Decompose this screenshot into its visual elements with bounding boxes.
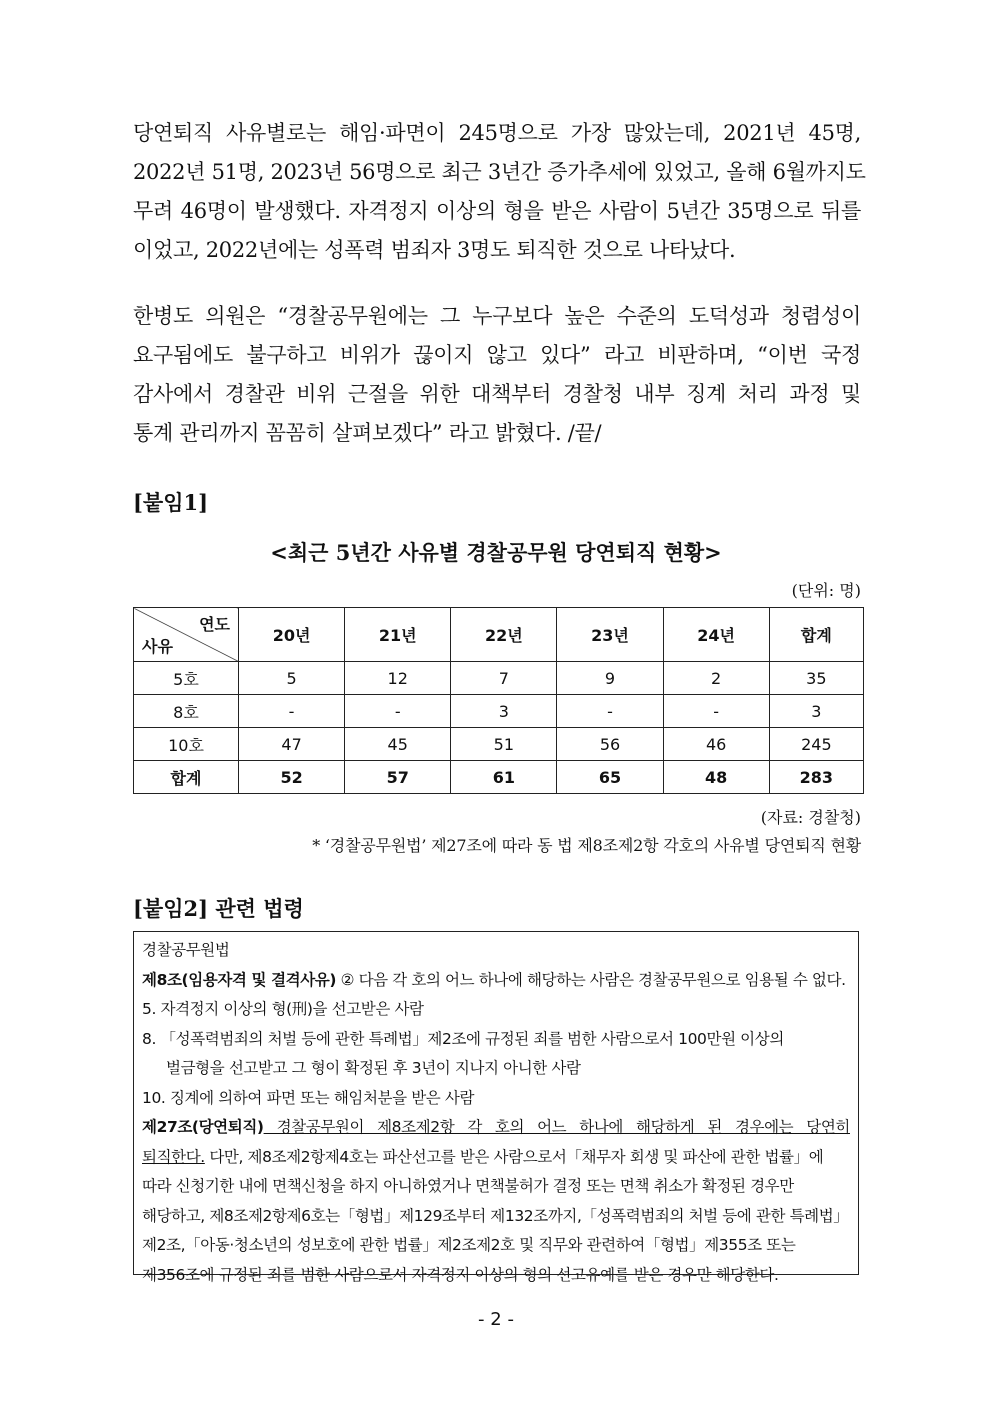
article27-line: 제356조에 규정된 죄를 범한 사람으로서 자격정지 이상의 형의 선고유예를 받은 경우만 해당한다. [142, 1265, 779, 1284]
table-cell: 12 [345, 662, 451, 695]
article8-title: 제8조(임용자격 및 결격사유) [142, 970, 337, 989]
table-cell: 52 [239, 761, 345, 794]
table-row [134, 662, 864, 695]
table-cell: 46 [663, 728, 769, 761]
article27-underlined-text: 경찰공무원이 제8조제2항 각 호의 어느 하나에 해당하게 된 경우에는 당연히 [263, 1118, 850, 1136]
column-header: 20년 [239, 608, 345, 662]
article27-text: 다만, 제8조제2항제4호는 파산선고를 받은 사람으로서「채무자 회생 및 파산에 관한 법률」에 [204, 1147, 824, 1166]
column-header: 24년 [663, 608, 769, 662]
table-cell: 51 [451, 728, 557, 761]
table-cell: 61 [451, 761, 557, 794]
table-cell: 283 [769, 761, 863, 794]
table-cell: 48 [663, 761, 769, 794]
article27-line [142, 1143, 850, 1173]
table-unit: (단위: 명) [791, 581, 861, 600]
table-cell: - [239, 695, 345, 728]
text-line: 감사에서 경찰관 비위 근절을 위한 대책부터 경찰청 내부 징계 처리 과정 및 [133, 382, 861, 406]
text-line: 무려 46명이 발생했다. 자격정지 이상의 형을 받은 사람이 5년간 35명으로 뒤를 [133, 199, 861, 223]
table-cell: 45 [345, 728, 451, 761]
diagonal-header-cell [134, 608, 239, 662]
row-label: 8호 [134, 695, 239, 728]
page-number: - 2 - [478, 1309, 514, 1330]
table-cell: 245 [769, 728, 863, 761]
article27-line: 따라 신청기한 내에 면책신청을 하지 아니하였거나 면책불허가 결정 또는 면책 취소가 확정된 경우만 [142, 1177, 794, 1195]
header-reason-label: 사유 [142, 637, 173, 656]
article27-line [142, 1113, 850, 1143]
table-cell: 2 [663, 662, 769, 695]
table-cell: 56 [557, 728, 663, 761]
article8-text: ② 다음 각 호의 어느 하나에 해당하는 사람은 경찰공무원으로 임용될 수 없다. [336, 970, 846, 989]
paragraph-dismissal-reasons [133, 114, 866, 270]
column-header: 23년 [557, 608, 663, 662]
text-line: 한병도 의원은 “경찰공무원에는 그 누구보다 높은 수준의 도덕성과 청렴성이 [133, 304, 861, 328]
table-cell: 65 [557, 761, 663, 794]
text-line: 이었고, 2022년에는 성폭력 범죄자 3명도 퇴직한 것으로 나타났다. [133, 238, 736, 262]
column-header: 22년 [451, 608, 557, 662]
article27-line: 해당하고, 제8조제2항제6호는「형법」제129조부터 제132조까지,「성폭력범죄의 처벌 등에 관한 특례법」 [142, 1206, 849, 1225]
table-source: (자료: 경찰청) [760, 808, 861, 827]
law-item-10: 10. 징계에 의하여 파면 또는 해임처분을 받은 사람 [142, 1088, 475, 1107]
table-total-row [134, 761, 864, 794]
table-cell: - [557, 695, 663, 728]
header-year-label: 연도 [199, 615, 230, 634]
table-cell: 5 [239, 662, 345, 695]
text-line: 당연퇴직 사유별로는 해임·파면이 245명으로 가장 많았는데, 2021년 45명, [133, 121, 861, 145]
table-cell: - [345, 695, 451, 728]
article27-title: 제27조(당연퇴직) [142, 1118, 264, 1136]
table-footnote: * ‘경찰공무원법’ 제27조에 따라 동 법 제8조제2항 각호의 사유별 당연퇴직 현황 [312, 836, 861, 855]
column-header: 합계 [769, 608, 863, 662]
table-cell: 3 [451, 695, 557, 728]
table-row [134, 728, 864, 761]
dismissal-stats-table [133, 607, 864, 794]
table-header-row [134, 608, 864, 662]
article27-line: 제2조,「아동·청소년의 성보호에 관한 법률」제2조제2호 및 직무와 관련하여「형법」제355조 또는 [142, 1236, 796, 1254]
row-label: 5호 [134, 662, 239, 695]
law-item-5: 5. 자격정지 이상의 형(刑)을 선고받은 사람 [142, 1000, 424, 1018]
table-cell: 35 [769, 662, 863, 695]
table-cell: 3 [769, 695, 863, 728]
text-line: 요구됨에도 불구하고 비위가 끊이지 않고 있다” 라고 비판하며, “이번 국정 [133, 343, 861, 367]
table-cell: 47 [239, 728, 345, 761]
law-title: 경찰공무원법 [142, 941, 230, 959]
table-cell: 7 [451, 662, 557, 695]
article27-underlined-text: 퇴직한다. [142, 1147, 205, 1166]
paragraph-lawmaker-quote [133, 297, 861, 453]
table-row [134, 695, 864, 728]
column-header: 21년 [345, 608, 451, 662]
attachment2-heading: [붙임2] 관련 법령 [133, 896, 304, 921]
text-line: 통계 관리까지 꼼꼼히 살펴보겠다” 라고 밝혔다. /끝/ [133, 421, 602, 445]
article8-line [142, 966, 850, 996]
text-line: 2022년 51명, 2023년 56명으로 최근 3년간 증가추세에 있었고, 올해 6월까지도 [133, 160, 866, 184]
attachment1-heading: [붙임1] [133, 490, 209, 515]
table-title: <최근 5년간 사유별 경찰공무원 당연퇴직 현황> [270, 540, 722, 565]
row-label: 합계 [134, 761, 239, 794]
law-item-8: 8. 「성폭력범죄의 처벌 등에 관한 특례법」제2조에 규정된 죄를 범한 사람으로서 100만원 이상의 [142, 1029, 784, 1048]
table-cell: 9 [557, 662, 663, 695]
related-law-box [133, 931, 859, 1284]
law-item-8-continued: 벌금형을 선고받고 그 형이 확정된 후 3년이 지나지 아니한 사람 [166, 1059, 581, 1077]
row-label: 10호 [134, 728, 239, 761]
table-cell: 57 [345, 761, 451, 794]
table-cell: - [663, 695, 769, 728]
